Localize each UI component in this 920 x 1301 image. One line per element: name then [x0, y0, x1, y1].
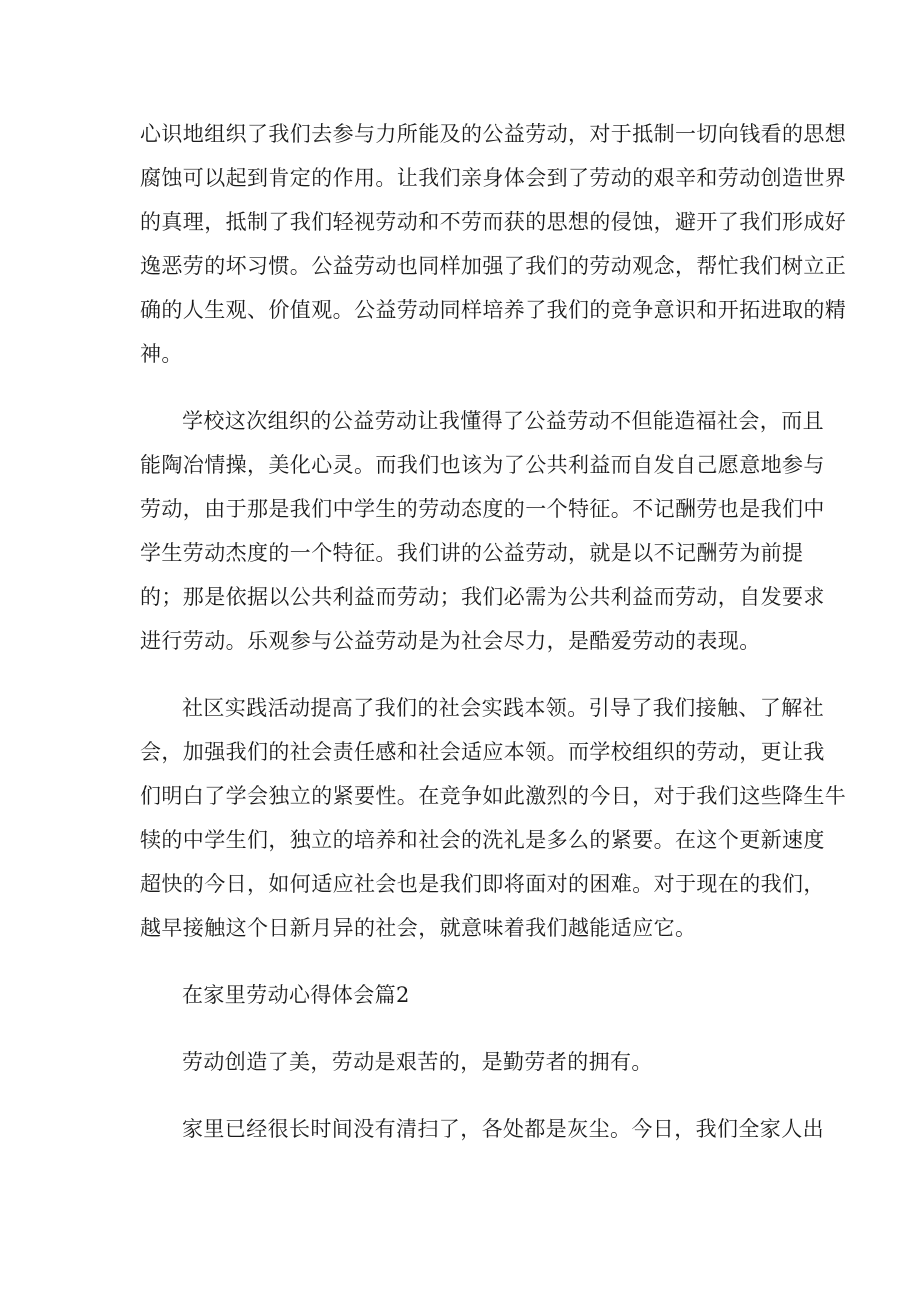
paragraph-1 — [140, 112, 847, 376]
text-line: 腐蚀可以起到肯定的作用。让我们亲身体会到了劳动的艰辛和劳动创造世界 — [140, 166, 847, 190]
text-line: 们明白了学会独立的紧要性。在竞争如此激烈的今日，对于我们这些降生牛 — [140, 784, 847, 808]
paragraph-5 — [140, 1107, 824, 1151]
text-line: 家里已经很长时间没有清扫了，各处都是灰尘。今日，我们全家人出 — [182, 1117, 824, 1141]
text-line: 能陶冶情操，美化心灵。而我们也该为了公共利益而自发自己愿意地参与 — [140, 453, 825, 477]
section-heading — [140, 973, 800, 1017]
text-line: 社区实践活动提高了我们的社会实践本领。引导了我们接触、了解社 — [182, 696, 824, 720]
text-line: 进行劳动。乐观参与公益劳动是为社会尽力，是酷爱劳动的表现。 — [140, 629, 761, 653]
text-line: 犊的中学生们，独立的培养和社会的洗礼是多么的紧要。在这个更新速度 — [140, 828, 825, 852]
heading-text: 在家里劳动心得体会篇2 — [182, 983, 410, 1007]
paragraph-3 — [140, 686, 847, 950]
text-line: 学生劳动杰度的一个特征。我们讲的公益劳动，就是以不记酬劳为前提 — [140, 541, 804, 565]
text-line: 劳动创造了美，劳动是艰苦的，是勤劳者的拥有。 — [182, 1050, 653, 1074]
text-line: 越早接触这个日新月异的社会，就意味着我们越能适应它。 — [140, 916, 697, 940]
text-line: 劳动，由于那是我们中学生的劳动态度的一个特征。不记酬劳也是我们中 — [140, 497, 825, 521]
text-line: 的；那是依据以公共利益而劳动；我们必需为公共利益而劳动，自发要求 — [140, 585, 825, 609]
text-line: 的真理，抵制了我们轻视劳动和不劳而获的思想的侵蚀，避开了我们形成好 — [140, 210, 847, 234]
paragraph-4 — [140, 1040, 800, 1084]
document-body — [140, 112, 847, 1174]
text-line: 心识地组织了我们去参与力所能及的公益劳动，对于抵制一切向钱看的思想 — [140, 122, 847, 146]
text-line: 神。 — [140, 342, 183, 366]
text-line: 学校这次组织的公益劳动让我懂得了公益劳动不但能造福社会，而且 — [182, 409, 824, 433]
text-line: 会，加强我们的社会责任感和社会适应本领。而学校组织的劳动，更让我 — [140, 740, 825, 764]
text-line: 确的人生观、价值观。公益劳动同样培养了我们的竞争意识和开拓进取的精 — [140, 298, 847, 322]
text-line: 超快的今日，如何适应社会也是我们即将面对的困难。对于现在的我们， — [140, 872, 825, 896]
paragraph-2 — [140, 399, 825, 663]
text-line: 逸恶劳的坏习惯。公益劳动也同样加强了我们的劳动观念，帮忙我们树立正 — [140, 254, 847, 278]
